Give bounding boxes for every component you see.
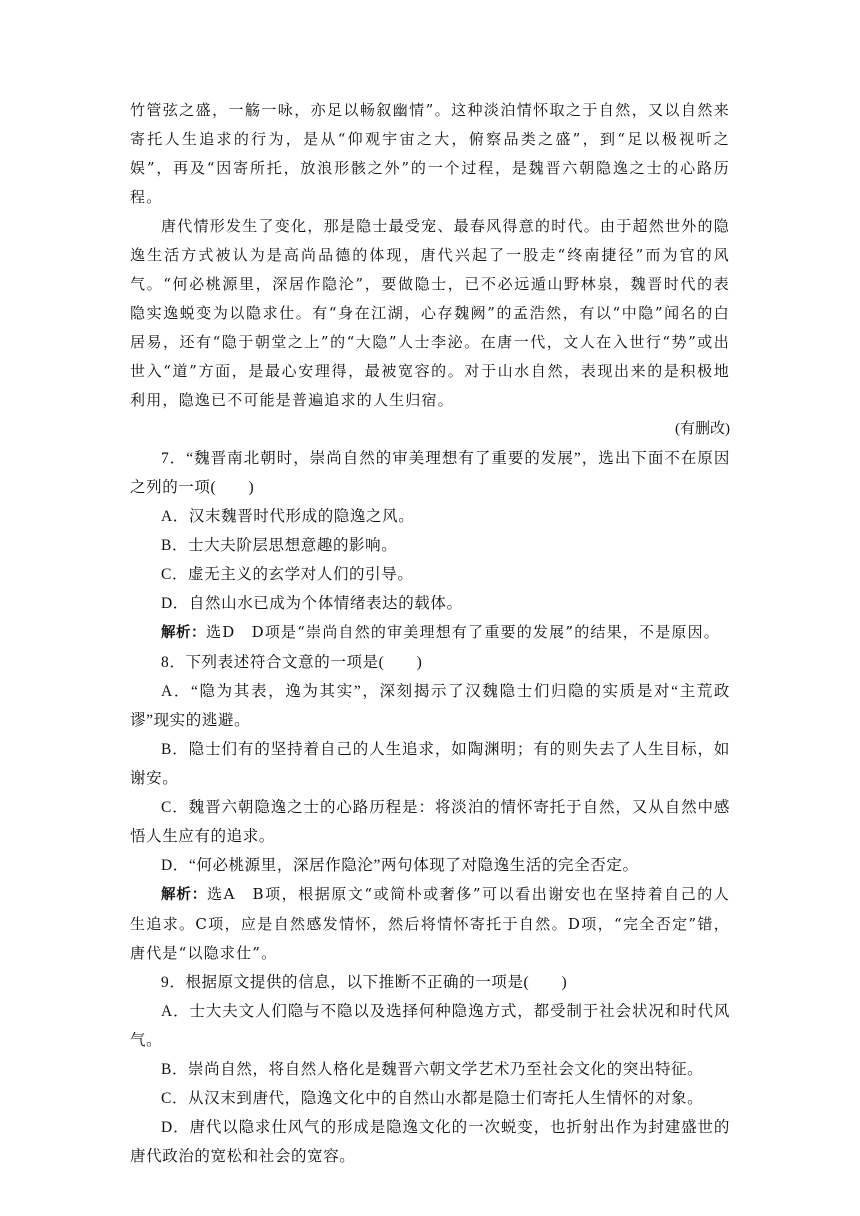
question-8-analysis — [130, 880, 730, 968]
question-9-option-b: B．崇尚自然，将自然人格化是魏晋六朝文学艺术乃至社会文化的突出特征。 — [161, 1061, 704, 1078]
question-8-option-a: A．“隐为其表，逸为其实”，深刻揭示了汉魏隐士们归隐的实质是对“主荒政谬”现实的逃避。 — [130, 683, 730, 729]
question-8-option-d: D．“何必桃源里，深居作隐沦”两句体现了对隐逸生活的完全否定。 — [161, 857, 639, 874]
question-9 — [130, 968, 730, 1171]
analysis-text: 选A B项，根据原文“或简朴或奢侈”可以看出谢安也在坚持着自己的人生追求。C项，应是自然感发情怀，然后将情怀寄托于自然。D项，“完全否定”错，唐代是“以隐求仕”。 — [130, 885, 730, 962]
question-9-option-a: A．士大夫文人们隐与不隐以及选择何种隐逸方式，都受制于社会状况和时代风气。 — [130, 1003, 730, 1049]
analysis-text: 选D D项是“崇尚自然的审美理想有了重要的发展”的结果，不是原因。 — [206, 623, 720, 641]
passage-paragraph-1-tail: 竹管弦之盛，一觞一咏，亦足以畅叙幽情”。这种淡泊情怀取之于自然，又以自然来寄托人生追求的行为，是从“仰观宇宙之大，俯察品类之盛”，到“足以极视听之娱”，再及“因寄所托，放浪形骸之外”的一个过程，是魏晋六朝隐逸之士的心路历程。 — [130, 101, 730, 206]
question-8 — [130, 648, 730, 968]
question-7-analysis — [130, 618, 730, 648]
page-content — [130, 96, 730, 1171]
analysis-label: 解析： — [161, 887, 208, 903]
question-7-option-d: D．自然山水已成为个体情绪表达的载体。 — [161, 595, 463, 612]
question-8-stem: 8．下列表述符合文意的一项是( ) — [161, 654, 423, 671]
question-9-stem: 9．根据原文提供的信息，以下推断不正确的一项是( ) — [161, 974, 568, 991]
question-7-option-c: C．虚无主义的玄学对人们的引导。 — [161, 566, 414, 583]
source-note: (有删改) — [675, 421, 730, 437]
question-9-option-c: C．从汉末到唐代，隐逸文化中的自然山水都是隐士们寄托人生情怀的对象。 — [161, 1090, 704, 1107]
analysis-label: 解析： — [161, 625, 206, 641]
passage-paragraph-2: 唐代情形发生了变化，那是隐士最受宠、最春风得意的时代。由于超然世外的隐逸生活方式被认为是高尚品德的体现，唐代兴起了一股走“终南捷径”而为官的风气。“何必桃源里，深居作隐沦”，要做隐士，已不必远遁山野林泉，魏晋时代的表隐实逸蜕变为以隐求仕。有“身在江湖，心存魏阙”的孟浩然，有以“中隐”闻名的白居易，还有“隐于朝堂之上”的“大隐”人士李泌。在唐一代，文人在入世行“势”或出世入“道”方面，是最心安理得，最被宽容的。对于山水自然，表现出来的是积极地利用，隐逸已不可能是普遍追求的人生归宿。 — [130, 217, 730, 409]
question-9-option-d: D．唐代以隐求仕风气的形成是隐逸文化的一次蜕变，也折射出作为封建盛世的唐代政治的宽松和社会的宽容。 — [130, 1119, 730, 1165]
question-8-option-c: C．魏晋六朝隐逸之士的心路历程是：将淡泊的情怀寄托于自然，又从自然中感悟人生应有的追求。 — [130, 799, 730, 845]
question-7-stem: 7．“魏晋南北朝时，崇尚自然的审美理想有了重要的发展”，选出下面不在原因之列的一项( ) — [130, 450, 730, 496]
question-8-option-b: B．隐士们有的坚持着自己的人生追求，如陶渊明；有的则失去了人生目标，如谢安。 — [130, 741, 730, 787]
question-7-option-a: A．汉末魏晋时代形成的隐逸之风。 — [161, 508, 415, 525]
question-7-option-b: B．士大夫阶层思想意趣的影响。 — [161, 537, 398, 554]
question-7 — [130, 444, 730, 648]
